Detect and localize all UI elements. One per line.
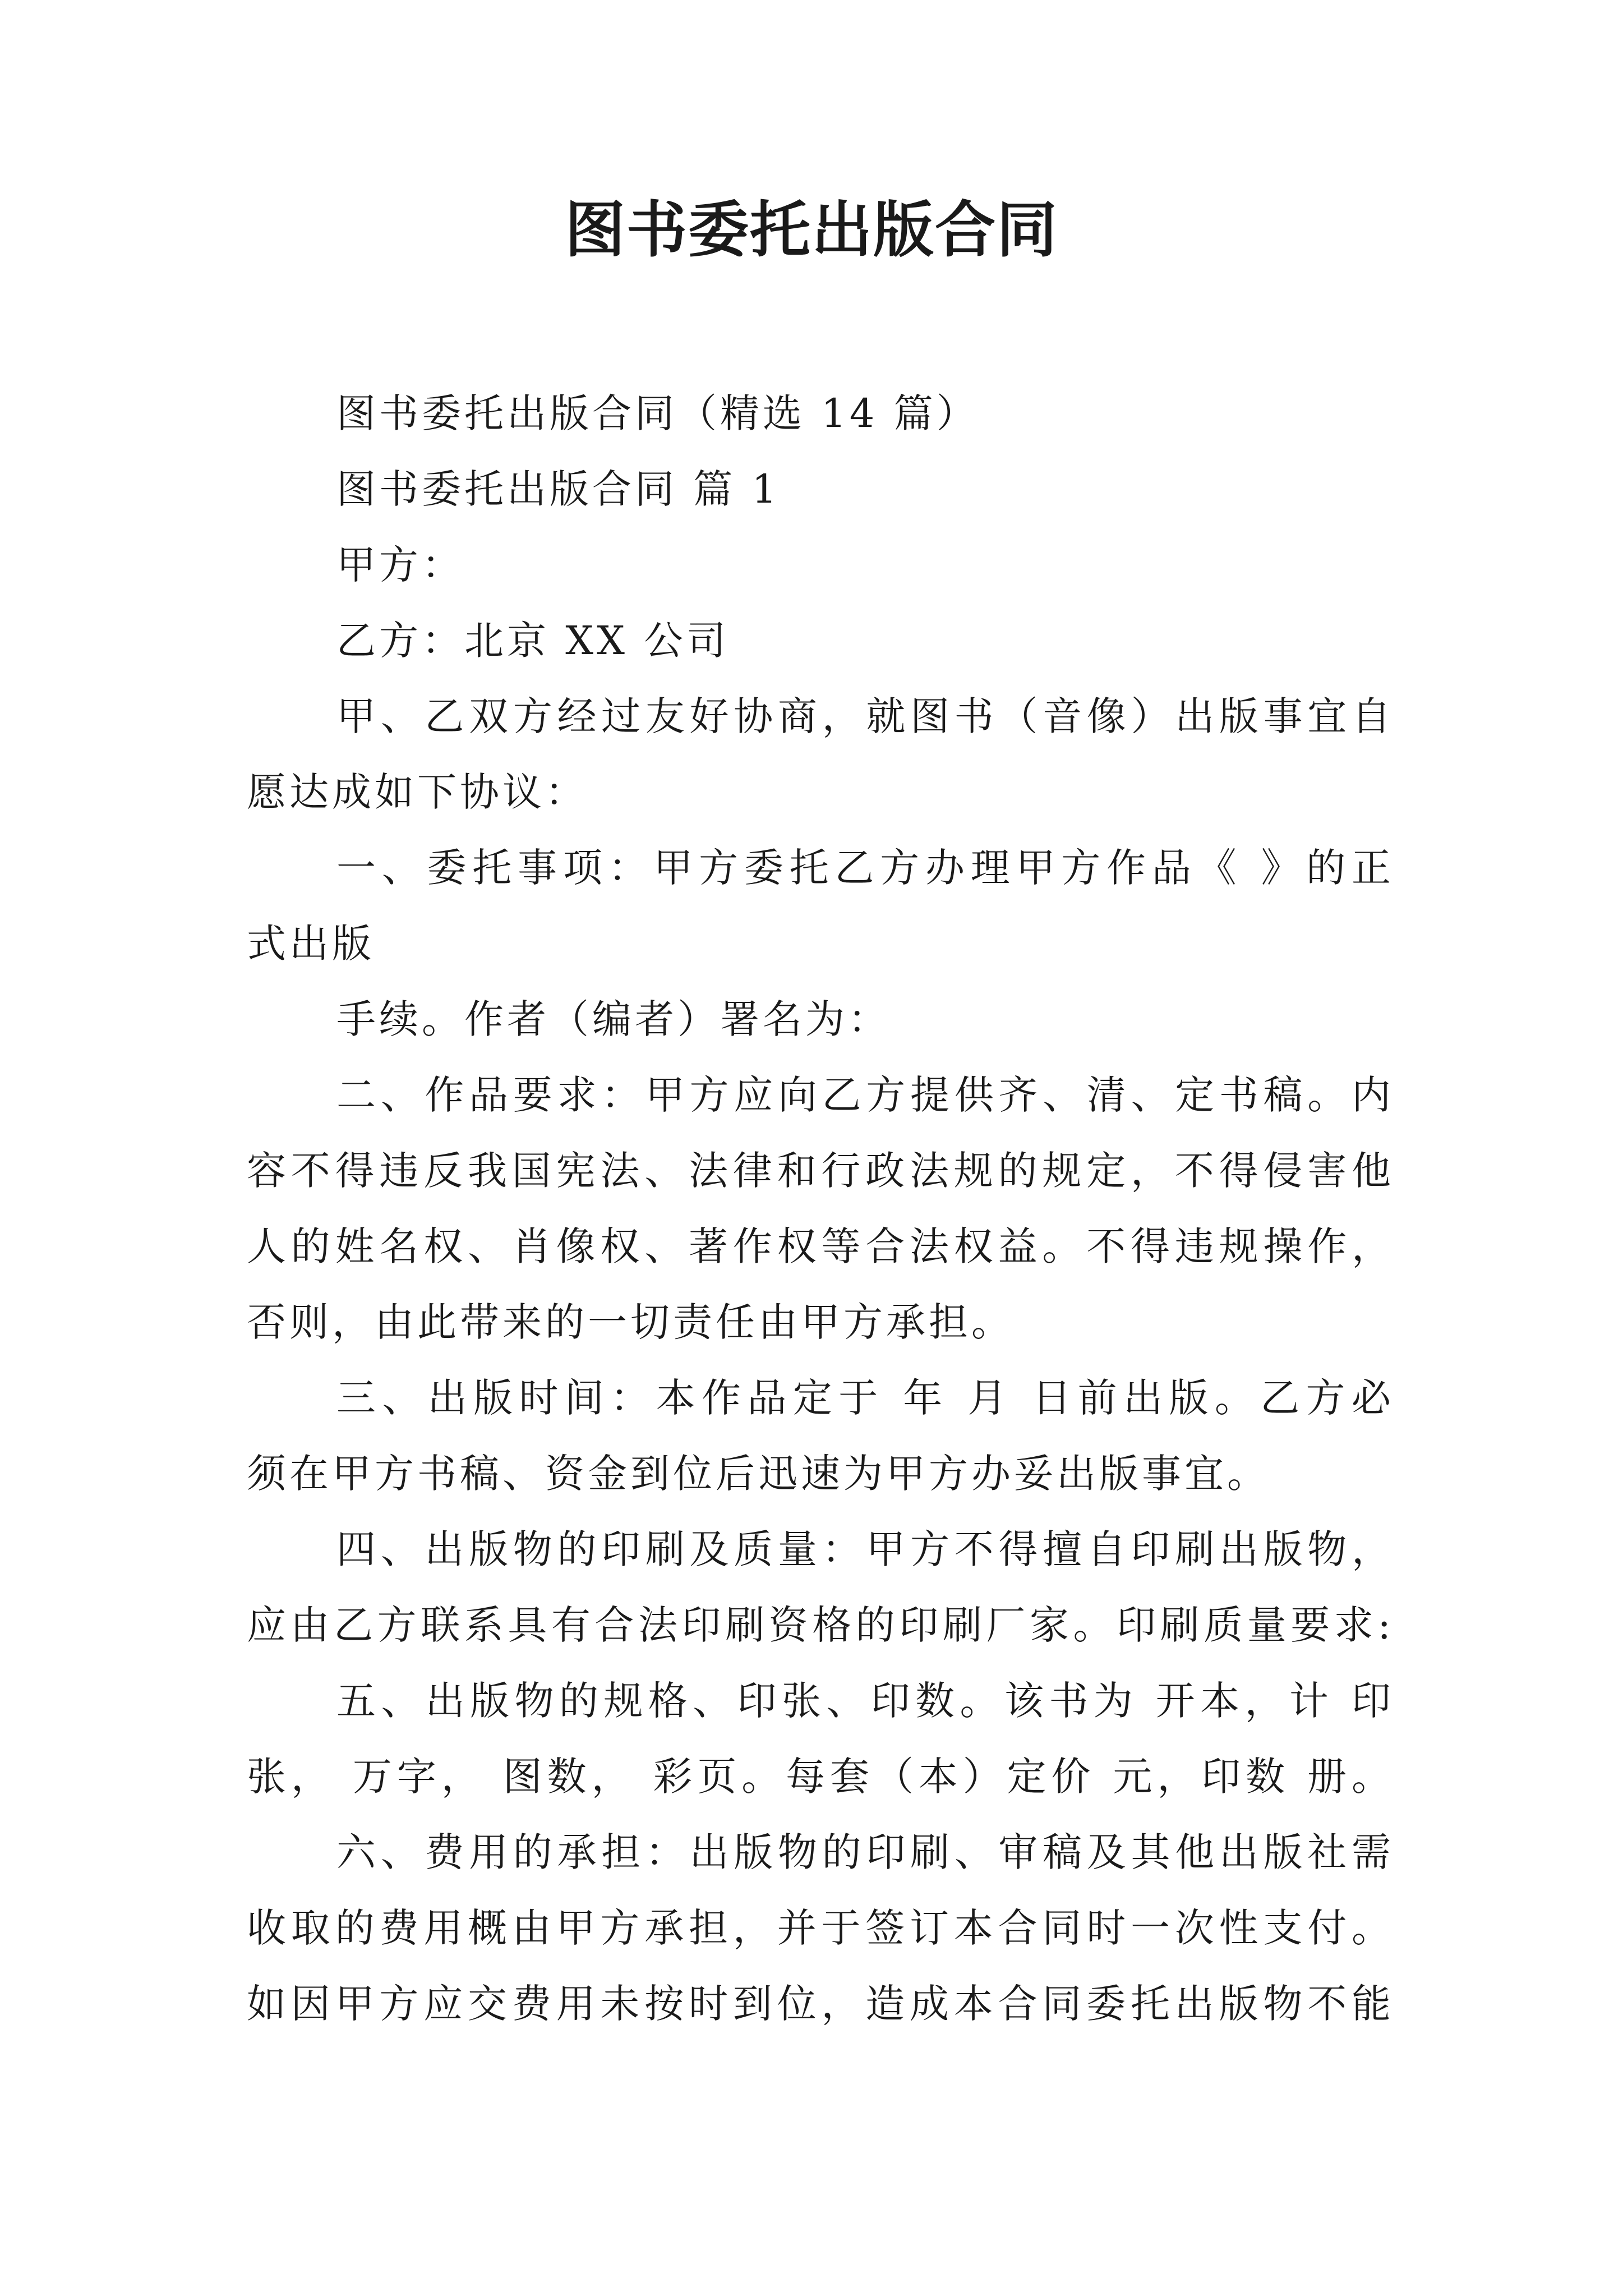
clause-4-line: 四、出版物的印刷及质量：甲方不得擅自印刷出版物， (336, 1526, 1391, 1572)
paragraph-line: 甲、乙双方经过友好协商，就图书（音像）出版事宜自 (336, 693, 1391, 739)
clause-5-line: 张， 万字， 图数， 彩页。每套（本）定价 元，印数 册。 (247, 1754, 1391, 1800)
clause-6-line: 如因甲方应交费用未按时到位，造成本合同委托出版物不能 (247, 1981, 1391, 2027)
clause-3-line: 三、出版时间：本作品定于 年 月 日前出版。乙方必 (336, 1375, 1391, 1421)
clause-2-line: 否则，由此带来的一切责任由甲方承担。 (247, 1299, 1014, 1345)
clause-1-line: 一、委托事项：甲方委托乙方办理甲方作品《 》的正 (336, 845, 1391, 891)
party-b-line: 乙方：北京 XX 公司 (336, 618, 730, 664)
document-body (247, 376, 1391, 2042)
subtitle-line: 图书委托出版合同（精选 14 篇） (336, 390, 979, 436)
clause-2-line: 容不得违反我国宪法、法律和行政法规的规定，不得侵害他 (247, 1148, 1391, 1194)
clause-4-line: 应由乙方联系具有合法印刷资格的印刷厂家。印刷质量要求: (247, 1602, 1391, 1648)
section-heading: 图书委托出版合同 篇 1 (336, 466, 781, 512)
clause-1-line: 手续。作者（编者）署名为： (336, 996, 891, 1042)
document-title: 图书委托出版合同 (564, 195, 1058, 265)
clause-5-line: 五、出版物的规格、印张、印数。该书为 开本，计 印 (336, 1678, 1391, 1724)
party-a-line: 甲方： (336, 542, 464, 588)
clause-2-line: 人的姓名权、肖像权、著作权等合法权益。不得违规操作， (247, 1223, 1391, 1269)
paragraph-line: 愿达成如下协议： (247, 769, 588, 815)
clause-3-line: 须在甲方书稿、资金到位后迅速为甲方办妥出版事宜。 (247, 1451, 1270, 1497)
clause-6-line: 六、费用的承担：出版物的印刷、审稿及其他出版社需 (336, 1829, 1391, 1875)
clause-6-line: 收取的费用概由甲方承担，并于签订本合同时一次性支付。 (247, 1905, 1391, 1951)
clause-1-line: 式出版 (247, 921, 375, 967)
clause-2-line: 二、作品要求：甲方应向乙方提供齐、清、定书稿。内 (336, 1072, 1391, 1118)
